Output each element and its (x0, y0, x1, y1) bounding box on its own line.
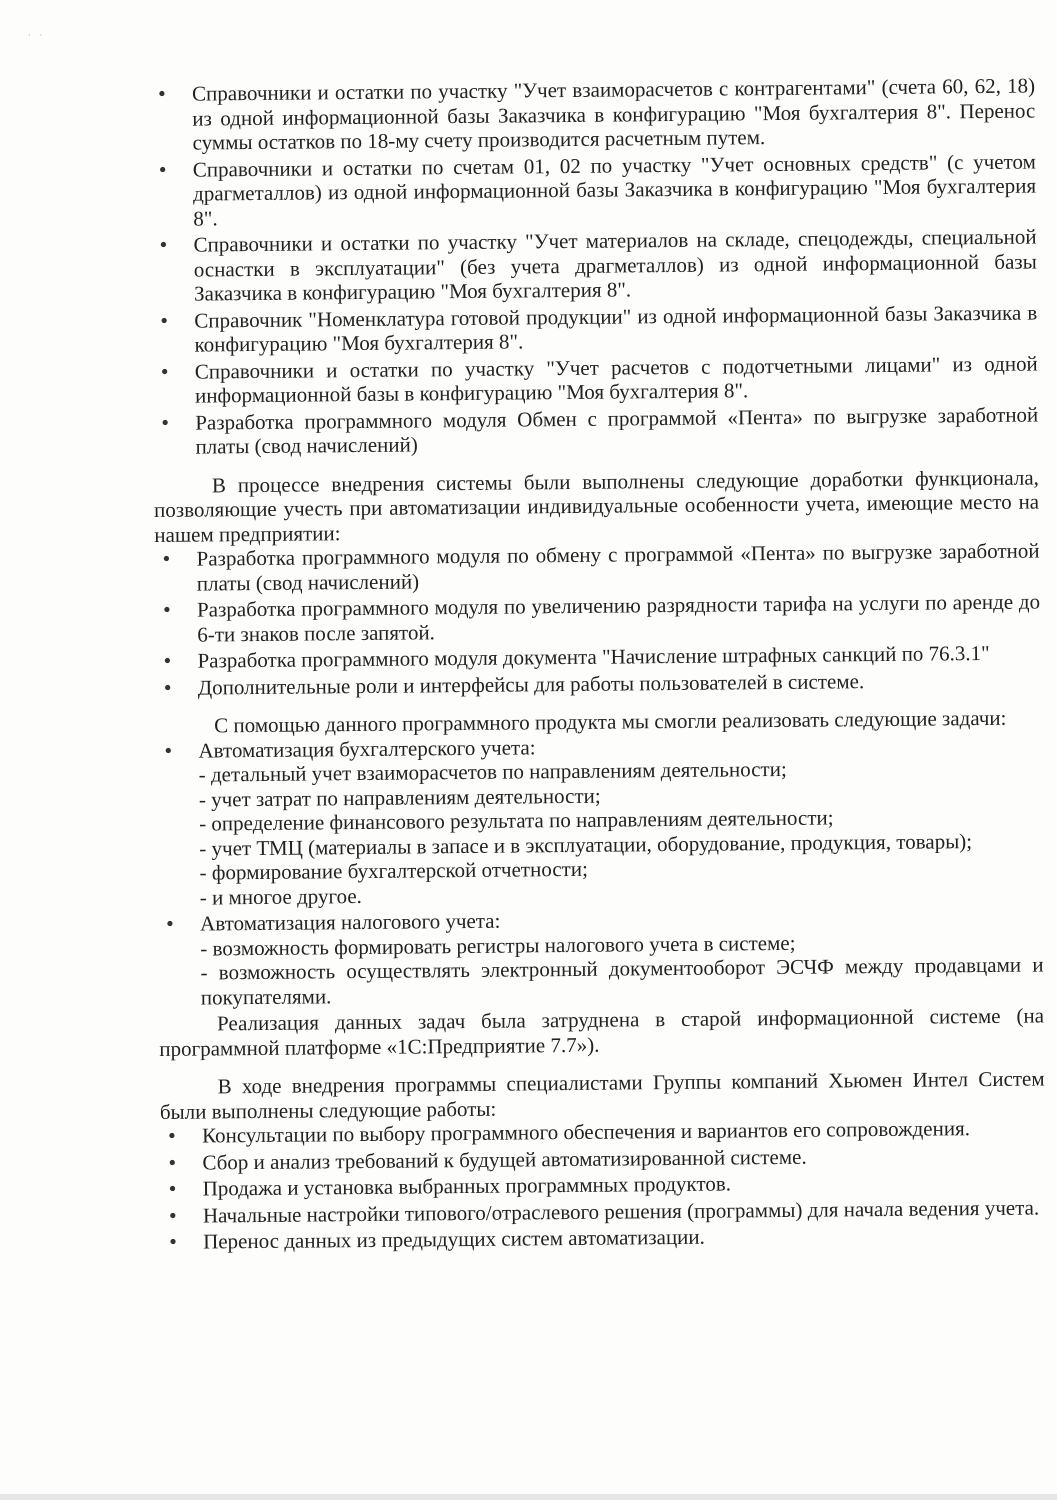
task-subitem: - учет ТМЦ (материалы в запасе и в эксплуатации, оборудование, продукция, товары); (199, 828, 973, 861)
task-subitem: - возможность формировать регистры налогового учета в системе; (200, 930, 796, 961)
task-subitem: - детальный учет взаиморасчетов по направлениям деятельности; (198, 756, 787, 787)
list-item: • Справочник "Номенклатура готовой продукции" из одной информационной базы Заказчика в конфигурацию "Моя бухгалтерия 8". (152, 300, 1037, 357)
scan-edge (0, 1494, 1057, 1500)
list-item: • Сбор и анализ требований к будущей автоматизированной системе. (160, 1142, 1045, 1175)
list-item: • Разработка программного модуля по увеличению разрядности тарифа на услуги по аренде до 6-ти знаков после запятой. (155, 589, 1040, 646)
list-item: • Разработка программного модуля Обмен с программой «Пента» по выгрузке заработной платы (свод начислений) (153, 402, 1038, 459)
list-item: • Дополнительные роли и интерфейсы для работы пользователей в системе. (156, 667, 1041, 700)
task-subitem: - и многое другое. (199, 883, 362, 910)
improvements-list (154, 538, 1040, 699)
task-subitem: - формирование бухгалтерской отчетности; (199, 856, 588, 885)
paragraph-closing: Реализация данных задач была затруднена в старой информационной системе (на программной платформе «1С:Предприятие 7.7»). (159, 1003, 1045, 1061)
paragraph-works: В ходе внедрения программы специалистами Группы компаний Хьюмен Интел Систем были выполнены следующие работы: (159, 1066, 1045, 1124)
data-transfer-list (150, 74, 1039, 460)
list-item: • Консультации по выбору программного обеспечения и вариантов его сопровождения. (160, 1115, 1045, 1148)
scan-marks: · · (28, 30, 46, 40)
list-item: • Продажа и установка выбранных программных продуктов. (161, 1168, 1046, 1201)
list-item: • Перенос данных из предыдущих систем автоматизации. (161, 1221, 1046, 1254)
list-item: • Справочники и остатки по участку "Учет материалов на складе, спецодежды, специальной оснастки в эксплуатации" (без учета драгметаллов) из одной информационной базы Заказчика в конфигурацию "Моя бухгалтерия 8". (151, 224, 1037, 306)
task-subitem: - возможность осуществлять электронный документооборот ЭСЧФ между продавцами и покупателями. (200, 952, 1044, 1010)
document-body (150, 74, 1046, 1257)
task-subitem: - учет затрат по направлениям деятельности; (198, 783, 601, 812)
task-accounting (156, 730, 1043, 910)
works-list (160, 1115, 1046, 1254)
task-accounting-title: • Автоматизация бухгалтерского учета: (198, 734, 536, 763)
paragraph-improvements: В процессе внедрения системы были выполнены следующие доработки функционала, позволяющие учесть при автоматизации индивидуальные особенности учета, имеющие место на нашем предприятии: (153, 464, 1040, 547)
list-item: • Разработка программного модуля по обмену с программой «Пента» по выгрузке заработной платы (свод начислений) (154, 538, 1039, 595)
list-item: • Справочники и остатки по участку "Учет взаиморасчетов с контрагентами" (счета 60, 62, 18) из одной информационной базы Заказчика в конфигурацию "Моя бухгалтерия 8". Перенос суммы остатков по 18-му счету производится расчетным путем. (150, 74, 1036, 156)
list-item: • Справочники и остатки по счетам 01, 02 по участку "Учет основных средств" (с учетом драгметаллов) из одной информационной базы Заказчика в конфигурацию "Моя бухгалтерия 8". (151, 149, 1037, 231)
list-item: • Справочники и остатки по участку "Учет расчетов с подотчетными лицами" из одной информационной базы в конфигурацию "Моя бухгалтерия 8". (153, 351, 1038, 408)
list-item: • Начальные настройки типового/отраслевого решения (программы) для начала ведения учета. (161, 1195, 1046, 1228)
task-tax (158, 903, 1044, 1009)
paragraph-tasks: С помощью данного программного продукта мы смогли реализовать следующие задачи: (214, 705, 1007, 738)
task-tax-title: • Автоматизация налогового учета: (199, 908, 501, 936)
list-item: • Разработка программного модуля документа "Начисление штрафных санкций по 76.3.1" (155, 640, 1040, 673)
task-subitem: - определение финансового результата по направлениям деятельности; (199, 805, 834, 836)
tasks-list (156, 730, 1044, 1010)
